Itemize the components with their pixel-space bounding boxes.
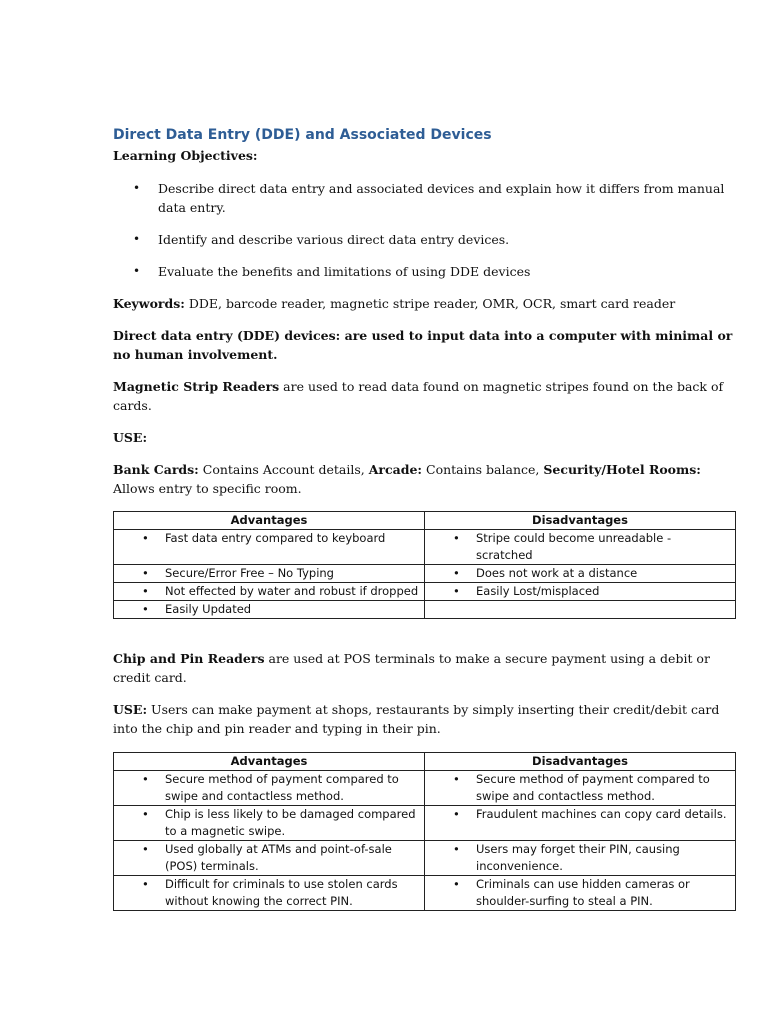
table-row [114, 876, 736, 911]
chip-use-label: USE: [113, 702, 148, 717]
disadvantage-text: Secure method of payment compared to swipe and contactless method. [476, 772, 710, 803]
bullet-icon: • [453, 531, 460, 545]
advantage-text: Difficult for criminals to use stolen cards without knowing the correct PIN. [165, 877, 398, 908]
magnetic-term: Magnetic Strip Readers [113, 379, 280, 394]
bullet-icon: • [142, 772, 149, 786]
magnetic-use-label: USE: [113, 430, 148, 445]
disadvantage-text: Users may forget their PIN, causing inconvenience. [476, 842, 680, 873]
bullet-icon: • [142, 531, 149, 545]
dde-definition: Direct data entry (DDE) devices: are used to input data into a computer with minimal or no human involvement. [113, 328, 733, 362]
table-row [114, 771, 736, 806]
table-row [114, 806, 736, 841]
advantages-header: Advantages [114, 753, 425, 771]
disadvantage-text: Easily Lost/misplaced [476, 584, 600, 598]
disadvantage-text: Does not work at a distance [476, 566, 638, 580]
advantage-text: Secure method of payment compared to swipe and contactless method. [165, 772, 399, 803]
chip-description: Chip and Pin Readers are used at POS terminals to make a secure payment using a debit or credit card. [113, 651, 710, 685]
advantage-text: Chip is less likely to be damaged compared to a magnetic swipe. [165, 807, 416, 838]
bullet-icon: • [142, 842, 149, 856]
chip-table [113, 752, 736, 911]
bullet-icon: • [453, 772, 460, 786]
keywords-line [113, 294, 736, 313]
objective-item: • Evaluate the benefits and limitations of using DDE devices [113, 262, 736, 281]
advantage-text: Fast data entry compared to keyboard [165, 531, 386, 545]
disadvantage-text: Stripe could become unreadable - scratched [476, 531, 672, 562]
keywords-label: Keywords: [113, 296, 185, 311]
chip-term: Chip and Pin Readers [113, 651, 265, 666]
table-header-row [114, 512, 736, 530]
magnetic-table [113, 511, 736, 619]
bullet-icon: • [453, 877, 460, 891]
magnetic-uses: Bank Cards: Contains Account details, Arcade: Contains balance, Security/Hotel Rooms: Allows entry to specific room. [113, 462, 701, 496]
document-page [113, 124, 736, 911]
bullet-icon: • [453, 584, 460, 598]
objective-item: • Identify and describe various direct data entry devices. [113, 230, 736, 249]
advantage-text: Used globally at ATMs and point-of-sale (POS) terminals. [165, 842, 392, 873]
table-row [114, 841, 736, 876]
advantage-text: Easily Updated [165, 602, 252, 616]
bullet-icon: • [453, 566, 460, 580]
table-header-row [114, 753, 736, 771]
table-row [114, 583, 736, 601]
advantage-text: Not effected by water and robust if dropped [165, 584, 419, 598]
table-row [114, 601, 736, 619]
disadvantage-text: Fraudulent machines can copy card details. [476, 807, 727, 821]
bullet-icon: • [142, 877, 149, 891]
document-heading: Direct Data Entry (DDE) and Associated Devices [113, 127, 492, 143]
empty-cell [425, 601, 736, 619]
bullet-icon: • [453, 842, 460, 856]
objectives-label: Learning Objectives: [113, 148, 258, 163]
advantage-text: Secure/Error Free – No Typing [165, 566, 334, 580]
bullet-icon: • [142, 566, 149, 580]
disadvantages-header: Disadvantages [425, 512, 736, 530]
table-row [114, 530, 736, 565]
magnetic-description: Magnetic Strip Readers are used to read data found on magnetic stripes found on the back of cards. [113, 379, 724, 413]
disadvantage-text: Criminals can use hidden cameras or shoulder-surfing to steal a PIN. [476, 877, 690, 908]
table-row [114, 565, 736, 583]
bullet-icon: • [142, 584, 149, 598]
bullet-icon: • [142, 807, 149, 821]
bullet-icon: • [453, 807, 460, 821]
disadvantages-header: Disadvantages [425, 753, 736, 771]
advantages-header: Advantages [114, 512, 425, 530]
objective-item: • Describe direct data entry and associated devices and explain how it differs from manual data entry. [113, 179, 736, 217]
objectives-list [113, 179, 736, 281]
chip-use: USE: Users can make payment at shops, restaurants by simply inserting their credit/debit card into the chip and pin reader and typing in their pin. [113, 702, 720, 736]
bullet-icon: • [142, 602, 149, 616]
keywords-text: DDE, barcode reader, magnetic stripe reader, OMR, OCR, smart card reader [184, 296, 676, 311]
